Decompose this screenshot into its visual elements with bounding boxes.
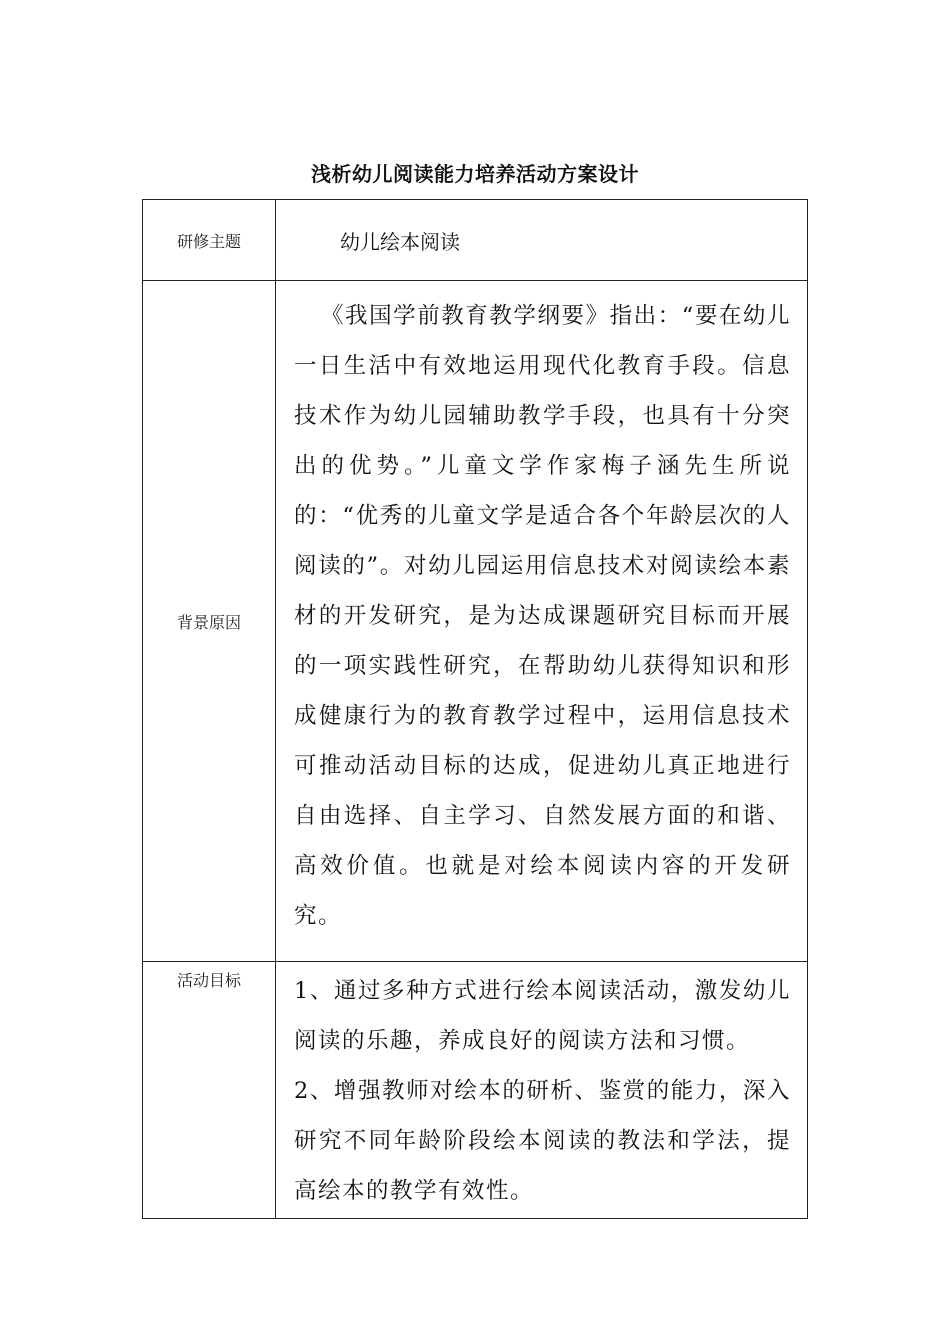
activity-plan-table <box>142 199 808 1219</box>
table-row-background <box>143 281 808 962</box>
goal-item-1: 1、通过多种方式进行绘本阅读活动，激发幼儿阅读的乐趣，养成良好的阅读方法和习惯。 <box>294 978 791 1054</box>
goal-item-2: 2、增强教师对绘本的研析、鉴赏的能力，深入研究不同年龄阶段绘本阅读的教法和学法，提高绘本的教学有效性。 <box>294 1078 791 1204</box>
topic-value: 幼儿绘本阅读 <box>276 200 808 281</box>
topic-label: 研修主题 <box>143 200 276 281</box>
background-cell <box>276 281 808 962</box>
background-label: 背景原因 <box>143 281 276 962</box>
table-row-topic <box>143 200 808 281</box>
goals-label: 活动目标 <box>143 962 276 1219</box>
background-text: 《我国学前教育教学纲要》指出：“要在幼儿一日生活中有效地运用现代化教育手段。信息技术作为幼儿园辅助教学手段，也具有十分突出的优势。”儿童文学作家梅子涵先生所说的：“优秀的儿童文学是适合各个年龄层次的人阅读的”。对幼儿园运用信息技术对阅读绘本素材的开发研究，是为达成课题研究目标而开展的一项实践性研究，在帮助幼儿获得知识和形成健康行为的教育教学过程中，运用信息技术可推动活动目标的达成，促进幼儿真正地进行自由选择、自主学习、自然发展方面的和谐、高效价值。也就是对绘本阅读内容的开发研究。 <box>294 303 791 929</box>
page-title: 浅析幼儿阅读能力培养活动方案设计 <box>311 162 639 186</box>
goals-cell <box>276 962 808 1219</box>
table-row-goals <box>143 962 808 1219</box>
